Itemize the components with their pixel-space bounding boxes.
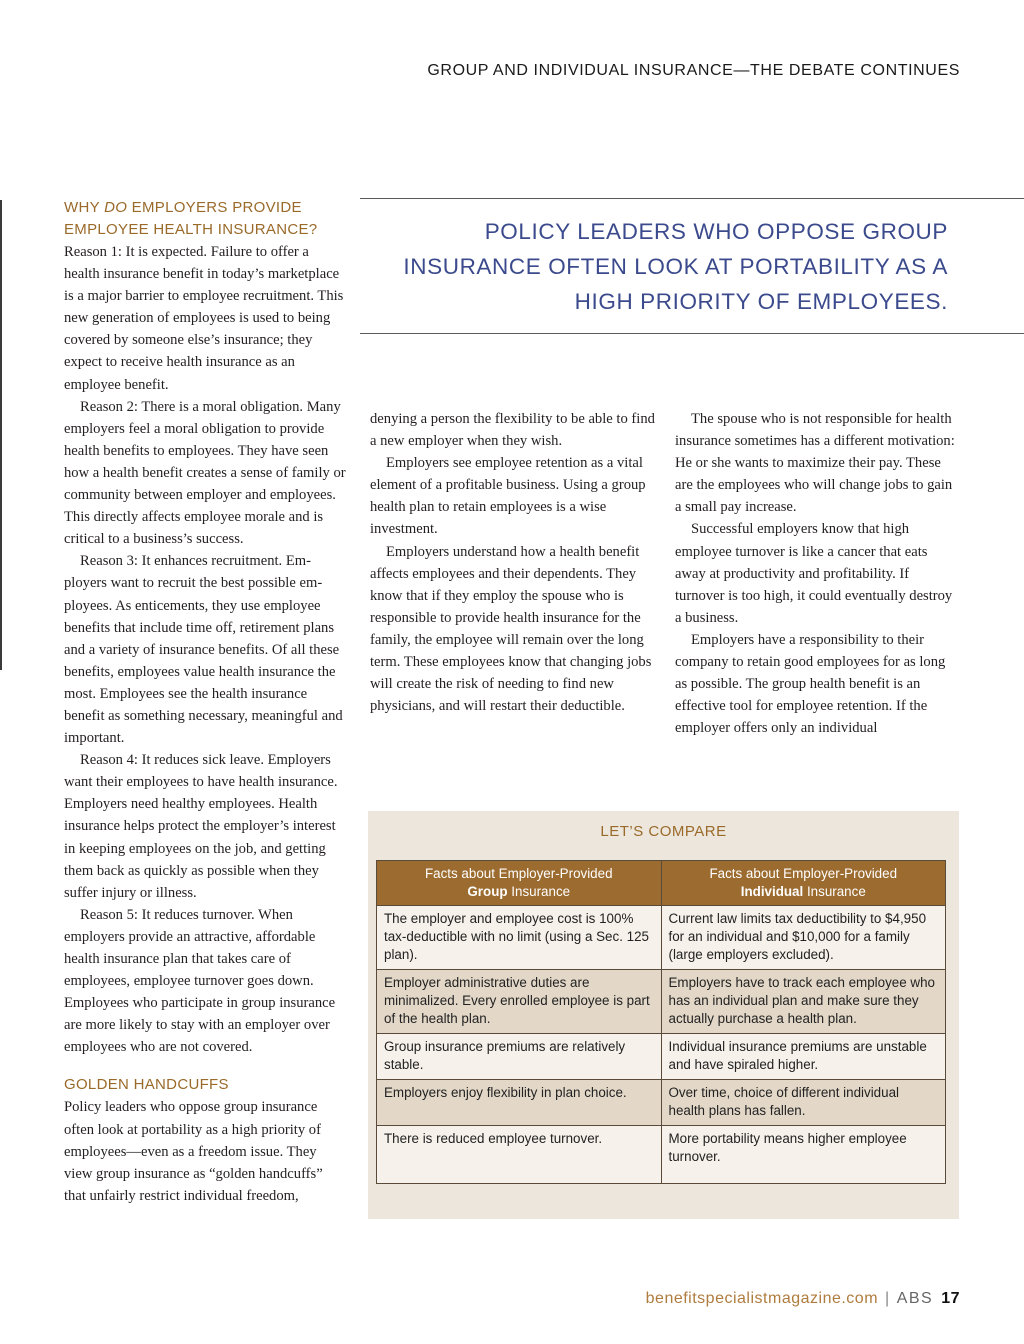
body-paragraph: Employers have a responsibility to their company to retain good employees for as long as possible. The group health benefit is an effective tool for employee retention. If the employer offers only an individual <box>675 631 946 737</box>
compare-table <box>376 860 946 1184</box>
body-paragraph: Employers understand how a health benefit affects employees and their dependents. They know that if they employ the spouse who is responsible to provide health insurance for the family, the employee will remain over the long term. These employees know that changing jobs will create the risk of needing to find new physicians, and will restart their deductible. <box>370 543 652 715</box>
running-head: GROUP AND INDIVIDUAL INSURANCE—THE DEBATE CONTINUES <box>427 62 960 79</box>
table-row <box>377 1080 946 1126</box>
table-row <box>377 1126 946 1184</box>
table-row <box>377 906 946 970</box>
section-heading-why: WHY DO EMPLOYERS PROVIDE EMPLOYEE HEALTH INSURANCE? <box>64 199 318 238</box>
group-cell: The employer and employee cost is 100% tax-deductible with no limit (using a Sec. 125 plan). <box>377 906 662 970</box>
column-2 <box>370 408 655 717</box>
golden-handcuffs-paragraph: Policy leaders who oppose group insurance often look at portability as a high priority of employees—even as a freedom issue. They view group insurance as “golden handcuffs” that unfairly restrict individual freedom, <box>64 1099 323 1204</box>
lets-compare-panel <box>368 811 959 1219</box>
page-number: 17 <box>941 1290 960 1307</box>
section-heading-golden-handcuffs: GOLDEN HANDCUFFS <box>64 1076 229 1094</box>
column-1 <box>64 197 346 1207</box>
left-margin-rule <box>0 200 2 670</box>
individual-cell: Over time, choice of different individual health plans has fallen. <box>661 1080 946 1126</box>
group-cell: Group insurance premiums are relatively stable. <box>377 1034 662 1080</box>
group-cell: Employer administrative duties are minimalized. Every enrolled employee is part of the health plan. <box>377 970 662 1034</box>
table-row <box>377 970 946 1034</box>
pull-quote: POLICY LEADERS WHO OPPOSE GROUP INSURANCE OFTEN LOOK AT PORTABILITY AS A HIGH PRIORITY OF EMPLOYEES. <box>403 219 948 314</box>
table-row <box>377 1034 946 1080</box>
compare-title: LET’S COMPARE <box>600 823 727 840</box>
body-paragraph: Employers see employee retention as a vital element of a profitable business. Using a group health plan to retain employees is a wise investment. <box>370 455 646 538</box>
reason-5-paragraph: Reason 5: It reduces turnover. When employers provide an attractive, affordable health insurance plan that takes care of employees, employee turnover goes down. Employees who participate in group insurance are more likely to stay with an employer over employees who are not covered. <box>64 906 336 1056</box>
body-paragraph: denying a person the flexibility to be able to find a new employer when they wish. <box>370 411 655 450</box>
header-group-insurance: Facts about Employer-Provided Group Insurance <box>377 861 662 906</box>
individual-cell: More portability means higher employee turnover. <box>661 1126 946 1184</box>
page-footer <box>646 1290 960 1308</box>
reason-1-paragraph: Reason 1: It is expected. Failure to offer a health insurance benefit in today’s marketplace is a major barrier to employee recruitment. This new generation of employees is used to being covered by someone else’s insurance; they expect to receive health insurance as an employee benefit. <box>64 244 344 393</box>
column-3 <box>675 408 955 739</box>
header-individual-insurance: Facts about Employer-Provided Individual Insurance <box>661 861 946 906</box>
body-paragraph: Successful employers know that high employee turnover is like a cancer that eats away at productivity and profitability. If turnover is too high, it could eventually destroy a business. <box>675 521 953 626</box>
reason-2-paragraph: Reason 2: There is a moral obligation. Many employers feel a moral obligation to provide health benefits to employees. They have seen how a health benefit creates a sense of family or community between employer and employees. This directly affects employee morale and is critical to a business’s success. <box>64 398 346 548</box>
group-cell: There is reduced employee turnover. <box>377 1126 662 1184</box>
individual-cell: Current law limits tax deductibility to $4,950 for an individual and $10,000 for a family (large employers excluded). <box>661 906 946 970</box>
footer-site-url: benefitspecialistmagazine.com <box>645 1290 879 1307</box>
group-cell: Employers enjoy flexibility in plan choice. <box>377 1080 662 1126</box>
footer-publication: ABS <box>896 1290 934 1307</box>
individual-cell: Employers have to track each employee who has an individual plan and make sure they actually purchase a health plan. <box>661 970 946 1034</box>
reason-3-paragraph: Reason 3: It enhances recruitment. Employers want to recruit the best possible employees. As enticements, they use employee benefits that include time off, retirement plans and a variety of insurance benefits. Of all these benefits, employees value health insurance the most. Employees see the health insurance benefit as something necessary, meaningful and important. <box>64 553 343 747</box>
body-paragraph: The spouse who is not responsible for health insurance sometimes has a different motivation: He or she wants to maximize their pay. These are the employees who will change jobs to gain a small pay increase. <box>675 411 955 516</box>
pull-quote-box <box>360 198 1024 334</box>
reason-4-paragraph: Reason 4: It reduces sick leave. Employers want their employees to have health insurance. Employers need healthy employees. Health insurance helps protect the employer’s interest in keeping employees on the job, and getting them back as quickly as possible when they suffer injury or illness. <box>64 752 338 901</box>
footer-separator: | <box>885 1290 890 1307</box>
individual-cell: Individual insurance premiums are unstable and have spiraled higher. <box>661 1034 946 1080</box>
